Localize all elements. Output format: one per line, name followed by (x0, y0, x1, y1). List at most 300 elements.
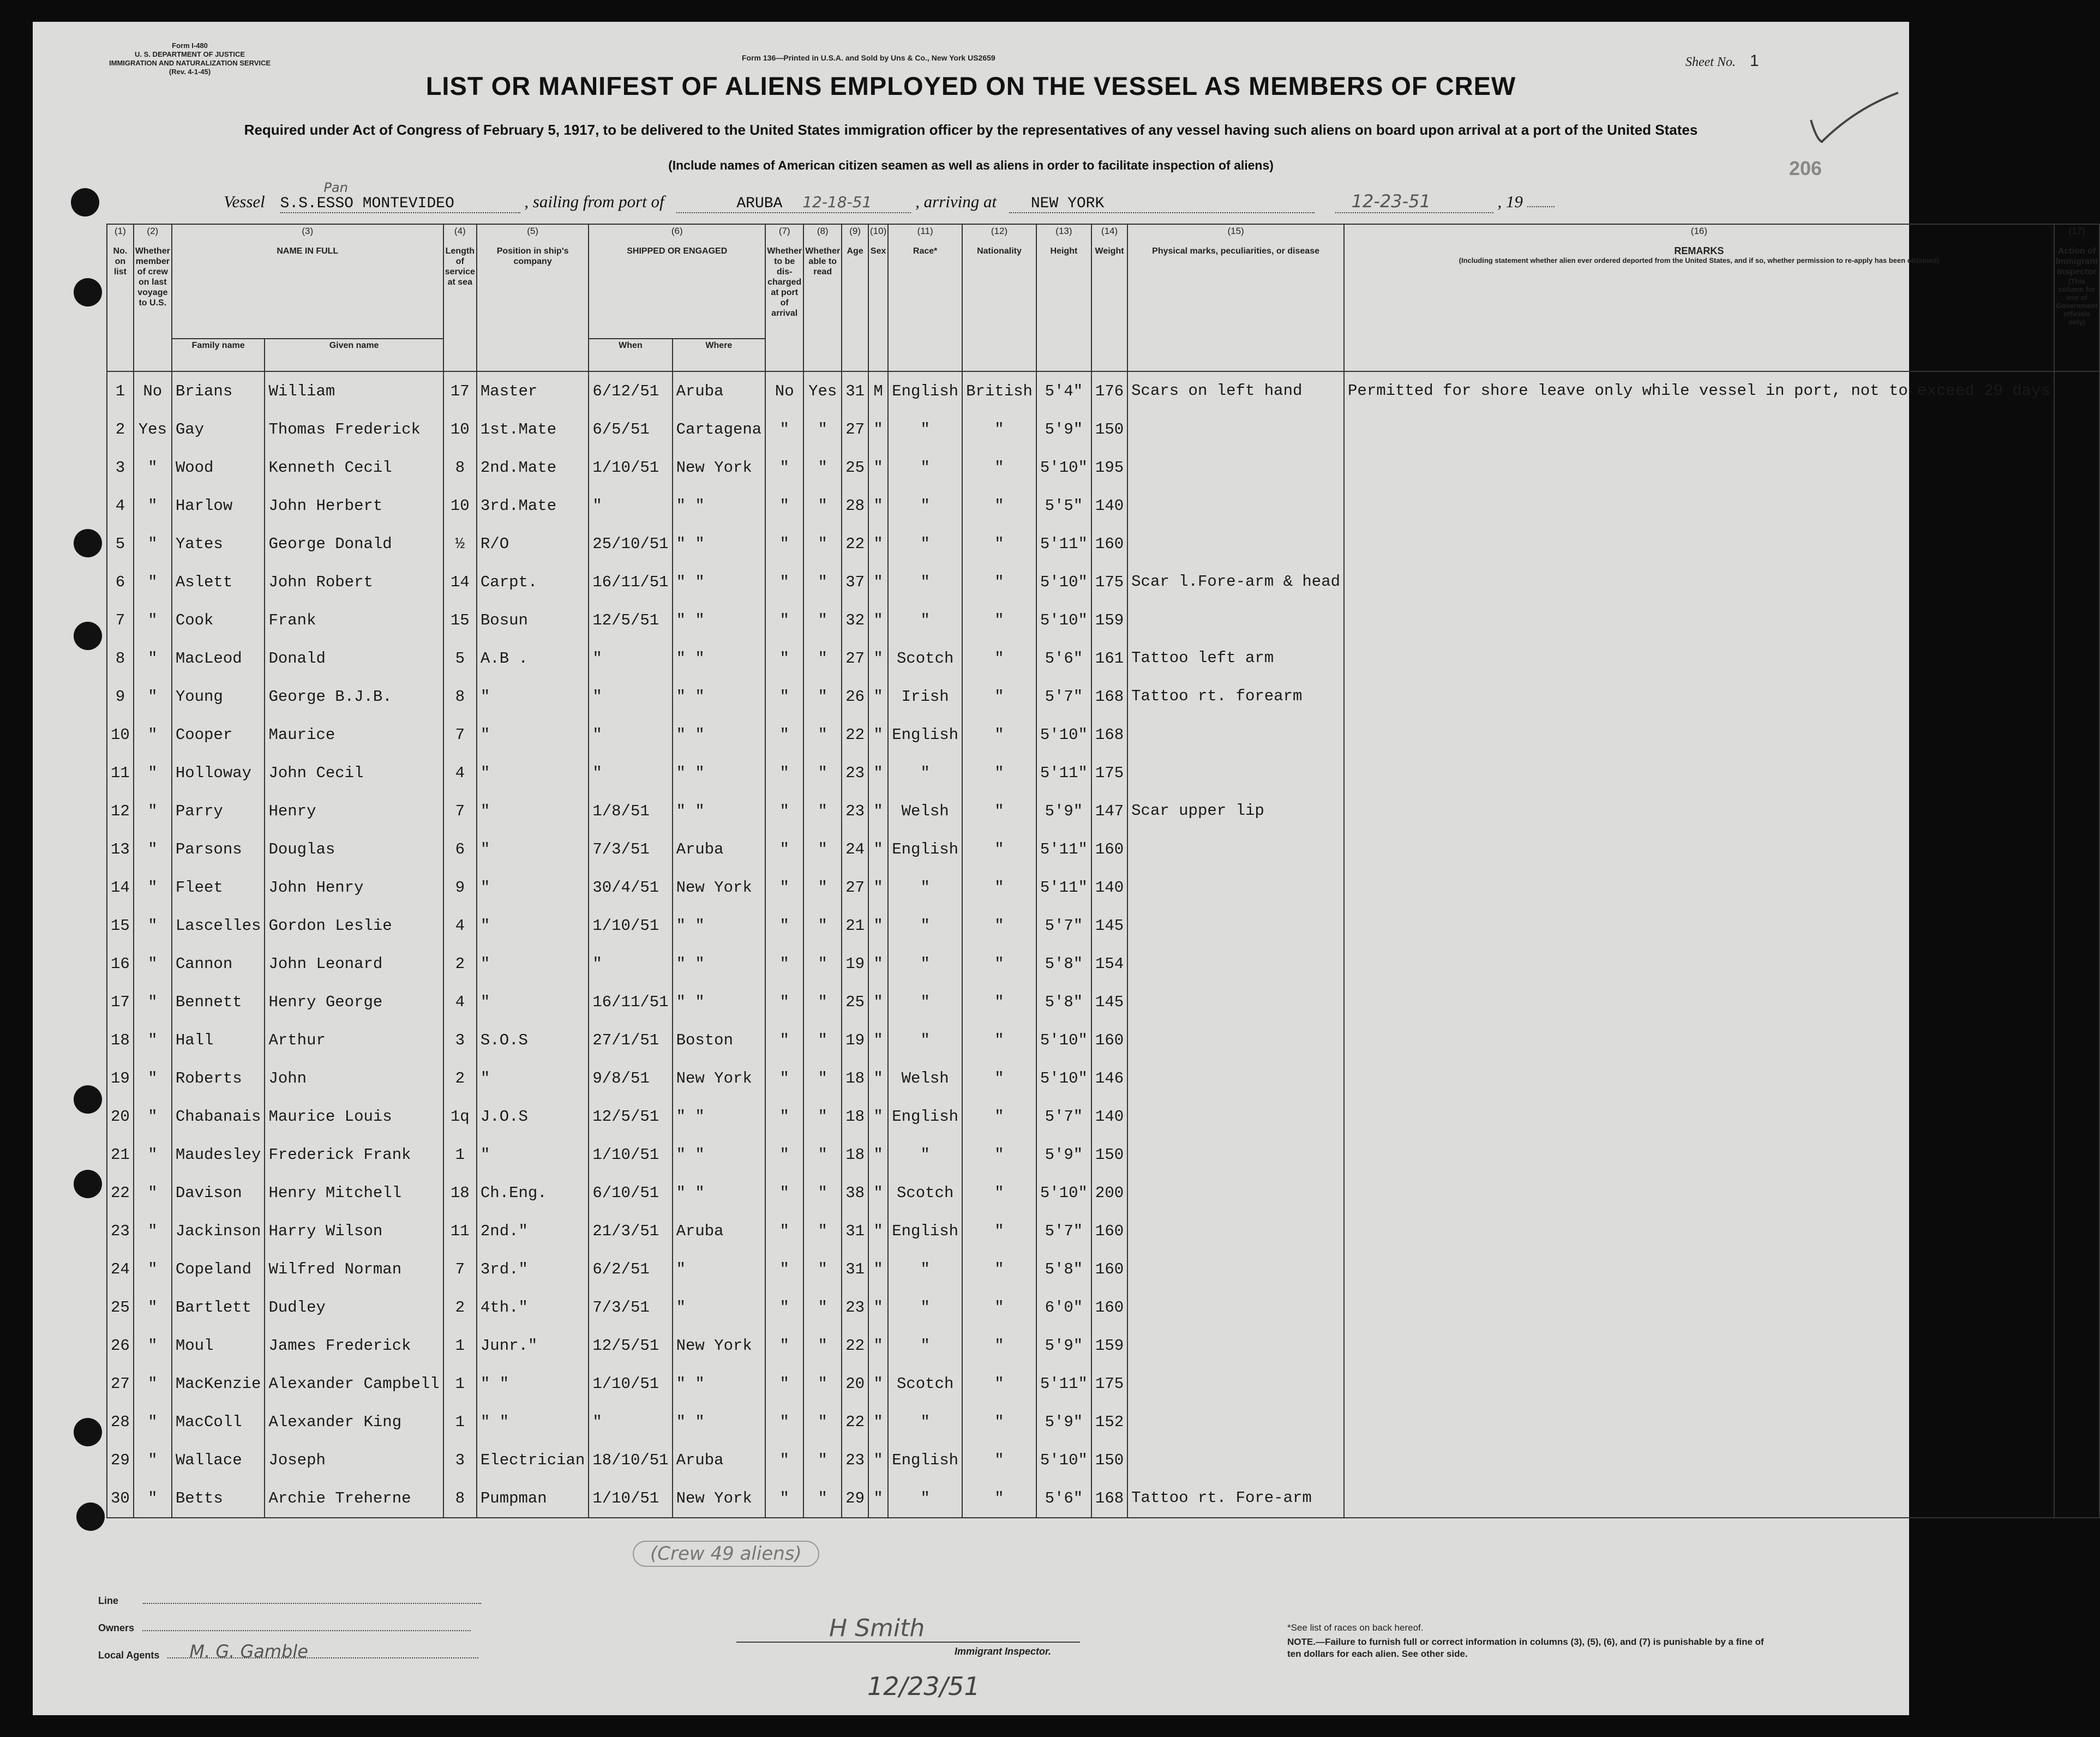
cell-given-name: Henry George (265, 983, 443, 1021)
cell-sex: " (868, 410, 888, 448)
table-row (107, 1021, 2099, 1059)
cell-shipped-when: 12/5/51 (589, 1097, 672, 1135)
cell-inspector-action (2054, 792, 2099, 830)
cell-given-name: Alexander King (265, 1403, 443, 1441)
cell-shipped-when: " (589, 945, 672, 983)
cell-given-name: Henry Mitchell (265, 1174, 443, 1212)
table-row (107, 1250, 2099, 1288)
cell-nationality: " (962, 1479, 1036, 1518)
cell-height: 5'11" (1036, 868, 1091, 906)
cell-given-name: Arthur (265, 1021, 443, 1059)
table-row (107, 983, 2099, 1021)
cell-physical-marks (1127, 906, 1344, 945)
col-header-when: When (589, 339, 672, 371)
cell-age: 26 (842, 677, 868, 716)
cell-row-number: 17 (107, 983, 134, 1021)
cell-given-name: Maurice Louis (265, 1097, 443, 1135)
form-revision: (Rev. 4-1-45) (169, 68, 211, 76)
cell-shipped-where: " " (673, 945, 766, 983)
cell-row-number: 8 (107, 639, 134, 677)
cell-remarks (1344, 754, 2054, 792)
cell-family-name: Lascelles (172, 906, 265, 945)
table-row (107, 1059, 2099, 1097)
cell-discharge: " (765, 563, 803, 601)
cell-row-number: 18 (107, 1021, 134, 1059)
table-row (107, 563, 2099, 601)
cell-race: Scotch (888, 639, 962, 677)
cell-discharge: " (765, 1403, 803, 1441)
col-header-inspector-action: (17) Action of Immigrant Inspector (This column for use of Government officials only) (2054, 224, 2099, 371)
cell-height: 5'8" (1036, 945, 1091, 983)
cell-height: 5'9" (1036, 1326, 1091, 1365)
cell-remarks (1344, 1059, 2054, 1097)
cell-position: " (477, 830, 589, 868)
cell-discharge: " (765, 906, 803, 945)
vessel-name: Pan S.S.ESSO MONTEVIDEO (280, 195, 520, 213)
cell-service-years: 17 (443, 371, 477, 410)
table-row (107, 639, 2099, 677)
cell-discharge: " (765, 983, 803, 1021)
col-header-height: (13) Height (1036, 224, 1091, 371)
cell-race: " (888, 1326, 962, 1365)
cell-physical-marks (1127, 1441, 1344, 1479)
cell-position: 3rd." (477, 1250, 589, 1288)
cell-previous-voyage: " (134, 1174, 172, 1212)
cell-sex: " (868, 1288, 888, 1326)
cell-race: " (888, 754, 962, 792)
cell-height: 5'10" (1036, 716, 1091, 754)
cell-race: Scotch (888, 1174, 962, 1212)
cell-physical-marks (1127, 1403, 1344, 1441)
cell-remarks (1344, 1174, 2054, 1212)
cell-inspector-action (2054, 830, 2099, 868)
cell-nationality: " (962, 525, 1036, 563)
cell-able-to-read: Yes (803, 371, 842, 410)
cell-position: R/O (477, 525, 589, 563)
cell-inspector-action (2054, 983, 2099, 1021)
col-header-sex: (10) Sex (868, 224, 888, 371)
cell-family-name: Young (172, 677, 265, 716)
cell-nationality: " (962, 601, 1036, 639)
col-header-age: (9) Age (842, 224, 868, 371)
cell-shipped-when: 1/10/51 (589, 1135, 672, 1174)
cell-sex: " (868, 983, 888, 1021)
cell-remarks (1344, 1441, 2054, 1479)
cell-age: 18 (842, 1059, 868, 1097)
cell-shipped-where: " " (673, 792, 766, 830)
col-header-no: (1) No. on list (107, 224, 134, 371)
col-header-service: (4) Length of service at sea (443, 224, 477, 371)
cell-discharge: " (765, 1326, 803, 1365)
cell-weight: 175 (1091, 754, 1127, 792)
cell-nationality: " (962, 754, 1036, 792)
cell-family-name: MacKenzie (172, 1365, 265, 1403)
cell-remarks (1344, 1326, 2054, 1365)
col-header-family-name: Family name (172, 339, 265, 371)
cell-sex: " (868, 1441, 888, 1479)
cell-height: 6'0" (1036, 1288, 1091, 1326)
punch-hole (74, 1418, 102, 1446)
department-name: U. S. DEPARTMENT OF JUSTICE (135, 50, 245, 58)
cell-inspector-action (2054, 754, 2099, 792)
cell-position: Bosun (477, 601, 589, 639)
cell-service-years: 3 (443, 1441, 477, 1479)
cell-sex: " (868, 525, 888, 563)
cell-weight: 154 (1091, 945, 1127, 983)
cell-sex: " (868, 1174, 888, 1212)
cell-family-name: Cooper (172, 716, 265, 754)
cell-service-years: 18 (443, 1174, 477, 1212)
cell-service-years: 3 (443, 1021, 477, 1059)
cell-shipped-when: 6/10/51 (589, 1174, 672, 1212)
cell-race: English (888, 1212, 962, 1250)
cell-shipped-where: New York (673, 448, 766, 486)
cell-given-name: George Donald (265, 525, 443, 563)
cell-inspector-action (2054, 1365, 2099, 1403)
cell-row-number: 9 (107, 677, 134, 716)
cell-nationality: " (962, 792, 1036, 830)
cell-position: Pumpman (477, 1479, 589, 1518)
cell-given-name: John Herbert (265, 486, 443, 525)
cell-previous-voyage: No (134, 371, 172, 410)
cell-height: 5'9" (1036, 792, 1091, 830)
cell-able-to-read: " (803, 792, 842, 830)
cell-height: 5'11" (1036, 754, 1091, 792)
col-header-discharge: (7) Whether to be dis-charged at port of arrival (765, 224, 803, 371)
cell-sex: " (868, 601, 888, 639)
cell-age: 22 (842, 525, 868, 563)
cell-sex: " (868, 1135, 888, 1174)
cell-physical-marks (1127, 1365, 1344, 1403)
cell-age: 31 (842, 1212, 868, 1250)
cell-sex: " (868, 1059, 888, 1097)
table-row (107, 906, 2099, 945)
cell-able-to-read: " (803, 1059, 842, 1097)
cell-inspector-action (2054, 448, 2099, 486)
cell-race: " (888, 1403, 962, 1441)
cell-race: Welsh (888, 792, 962, 830)
cell-given-name: Thomas Frederick (265, 410, 443, 448)
cell-race: " (888, 1021, 962, 1059)
cell-family-name: Bartlett (172, 1288, 265, 1326)
table-row (107, 1135, 2099, 1174)
cell-service-years: 2 (443, 1059, 477, 1097)
cell-position: " (477, 1059, 589, 1097)
cell-inspector-action (2054, 1326, 2099, 1365)
cell-row-number: 26 (107, 1326, 134, 1365)
crew-count-note: (Crew 49 aliens) (633, 1541, 819, 1567)
cell-able-to-read: " (803, 1365, 842, 1403)
cell-nationality: " (962, 716, 1036, 754)
cell-weight: 140 (1091, 486, 1127, 525)
cell-weight: 150 (1091, 1135, 1127, 1174)
punch-hole (74, 529, 102, 557)
cell-able-to-read: " (803, 754, 842, 792)
cell-sex: " (868, 677, 888, 716)
cell-age: 19 (842, 945, 868, 983)
cell-weight: 168 (1091, 716, 1127, 754)
cell-able-to-read: " (803, 1250, 842, 1288)
cell-weight: 160 (1091, 1288, 1127, 1326)
cell-height: 5'7" (1036, 1097, 1091, 1135)
cell-age: 24 (842, 830, 868, 868)
cell-row-number: 24 (107, 1250, 134, 1288)
cell-discharge: " (765, 1479, 803, 1518)
cell-height: 5'10" (1036, 1441, 1091, 1479)
cell-able-to-read: " (803, 677, 842, 716)
table-row (107, 716, 2099, 754)
cell-remarks (1344, 1288, 2054, 1326)
cell-given-name: John Cecil (265, 754, 443, 792)
cell-able-to-read: " (803, 448, 842, 486)
cell-previous-voyage: " (134, 563, 172, 601)
cell-height: 5'10" (1036, 1174, 1091, 1212)
table-row (107, 830, 2099, 868)
cell-physical-marks (1127, 716, 1344, 754)
col-header-race: (11) Race* (888, 224, 962, 371)
cell-family-name: Aslett (172, 563, 265, 601)
cell-service-years: 1 (443, 1135, 477, 1174)
cell-given-name: Joseph (265, 1441, 443, 1479)
cell-weight: 200 (1091, 1174, 1127, 1212)
sailing-label: , sailing from port of (524, 192, 664, 211)
cell-remarks (1344, 1479, 2054, 1518)
cell-service-years: 1 (443, 1403, 477, 1441)
cell-family-name: Jackinson (172, 1212, 265, 1250)
cell-sex: " (868, 1021, 888, 1059)
cell-discharge: " (765, 1097, 803, 1135)
cell-weight: 150 (1091, 410, 1127, 448)
cell-row-number: 4 (107, 486, 134, 525)
cell-shipped-when: 18/10/51 (589, 1441, 672, 1479)
cell-able-to-read: " (803, 1097, 842, 1135)
vessel-hand-note: Pan (323, 180, 348, 195)
cell-weight: 176 (1091, 371, 1127, 410)
cell-shipped-where: " " (673, 983, 766, 1021)
crew-rows (107, 371, 2099, 1518)
cell-race: " (888, 1135, 962, 1174)
arrival-date: 12-23-51 (1335, 191, 1493, 213)
cell-sex: " (868, 945, 888, 983)
cell-weight: 175 (1091, 563, 1127, 601)
cell-discharge: " (765, 1212, 803, 1250)
table-row (107, 525, 2099, 563)
cell-shipped-when: 25/10/51 (589, 525, 672, 563)
cell-physical-marks (1127, 1288, 1344, 1326)
cell-height: 5'8" (1036, 1250, 1091, 1288)
cell-previous-voyage: " (134, 945, 172, 983)
cell-discharge: " (765, 410, 803, 448)
cell-inspector-action (2054, 1250, 2099, 1288)
cell-given-name: William (265, 371, 443, 410)
cell-shipped-where: New York (673, 868, 766, 906)
cell-position: " " (477, 1403, 589, 1441)
cell-remarks (1344, 1212, 2054, 1250)
col-header-name: (3) NAME IN FULL (172, 224, 443, 339)
cell-race: " (888, 563, 962, 601)
cell-shipped-when: 1/8/51 (589, 792, 672, 830)
inspector-date: 12/23/51 (867, 1672, 980, 1701)
manifest-sheet (33, 22, 2098, 1715)
cell-shipped-when: 1/10/51 (589, 1365, 672, 1403)
cell-discharge: " (765, 1059, 803, 1097)
table-row (107, 1097, 2099, 1135)
cell-previous-voyage: " (134, 1250, 172, 1288)
cell-able-to-read: " (803, 525, 842, 563)
cell-race: " (888, 945, 962, 983)
cell-able-to-read: " (803, 868, 842, 906)
cell-family-name: Harlow (172, 486, 265, 525)
cell-position: Ch.Eng. (477, 1174, 589, 1212)
table-row (107, 448, 2099, 486)
cell-shipped-where: " " (673, 754, 766, 792)
cell-nationality: " (962, 563, 1036, 601)
cell-height: 5'8" (1036, 983, 1091, 1021)
cell-given-name: Douglas (265, 830, 443, 868)
cell-height: 5'10" (1036, 601, 1091, 639)
cell-nationality: " (962, 1059, 1036, 1097)
cell-position: Electrician (477, 1441, 589, 1479)
cell-physical-marks (1127, 868, 1344, 906)
cell-able-to-read: " (803, 1174, 842, 1212)
cell-previous-voyage: " (134, 639, 172, 677)
cell-position: 1st.Mate (477, 410, 589, 448)
cell-discharge: " (765, 1021, 803, 1059)
cell-sex: M (868, 371, 888, 410)
cell-sex: " (868, 1250, 888, 1288)
table-row (107, 1441, 2099, 1479)
cell-family-name: Hall (172, 1021, 265, 1059)
cell-row-number: 22 (107, 1174, 134, 1212)
port-from: ARUBA 12-18-51 (676, 193, 911, 213)
cell-inspector-action (2054, 677, 2099, 716)
cell-shipped-when: " (589, 754, 672, 792)
cell-family-name: Gay (172, 410, 265, 448)
cell-able-to-read: " (803, 1135, 842, 1174)
cell-race: " (888, 486, 962, 525)
cell-remarks (1344, 563, 2054, 601)
cell-remarks (1344, 983, 2054, 1021)
cell-row-number: 30 (107, 1479, 134, 1518)
cell-row-number: 13 (107, 830, 134, 868)
cell-shipped-where: " " (673, 906, 766, 945)
cell-weight: 160 (1091, 1021, 1127, 1059)
cell-nationality: " (962, 1250, 1036, 1288)
cell-shipped-when: " (589, 639, 672, 677)
cell-shipped-when: 1/10/51 (589, 448, 672, 486)
port-to: NEW YORK (1009, 195, 1315, 213)
cell-position: Carpt. (477, 563, 589, 601)
cell-race: " (888, 448, 962, 486)
cell-shipped-where: " " (673, 601, 766, 639)
cell-given-name: Frank (265, 601, 443, 639)
cell-height: 5'4" (1036, 371, 1091, 410)
cell-age: 19 (842, 1021, 868, 1059)
cell-inspector-action (2054, 945, 2099, 983)
cell-height: 5'6" (1036, 639, 1091, 677)
cell-row-number: 12 (107, 792, 134, 830)
cell-remarks (1344, 945, 2054, 983)
cell-row-number: 20 (107, 1097, 134, 1135)
cell-age: 22 (842, 1326, 868, 1365)
cell-previous-voyage: " (134, 448, 172, 486)
cell-able-to-read: " (803, 945, 842, 983)
races-note: *See list of races on back hereof. (1287, 1622, 1424, 1633)
cell-service-years: 1q (443, 1097, 477, 1135)
cell-physical-marks (1127, 1250, 1344, 1288)
cell-previous-voyage: " (134, 525, 172, 563)
cell-age: 23 (842, 1441, 868, 1479)
cell-weight: 168 (1091, 1479, 1127, 1518)
cell-given-name: John Robert (265, 563, 443, 601)
cell-position: 4th." (477, 1288, 589, 1326)
cell-previous-voyage: " (134, 1403, 172, 1441)
cell-age: 18 (842, 1097, 868, 1135)
cell-able-to-read: " (803, 1403, 842, 1441)
cell-nationality: " (962, 677, 1036, 716)
cell-service-years: 8 (443, 677, 477, 716)
crew-manifest-table (106, 224, 2100, 1518)
cell-nationality: " (962, 906, 1036, 945)
cell-sex: " (868, 716, 888, 754)
cell-sex: " (868, 1403, 888, 1441)
col-header-weight: (14) Weight (1091, 224, 1127, 371)
cell-given-name: James Frederick (265, 1326, 443, 1365)
table-row (107, 792, 2099, 830)
cell-family-name: Davison (172, 1174, 265, 1212)
cell-shipped-where: New York (673, 1479, 766, 1518)
cell-height: 5'7" (1036, 677, 1091, 716)
cell-weight: 160 (1091, 830, 1127, 868)
cell-age: 23 (842, 1288, 868, 1326)
sail-date: 12-18-51 (802, 193, 872, 211)
cell-shipped-when: 7/3/51 (589, 1288, 672, 1326)
cell-service-years: 9 (443, 868, 477, 906)
cell-inspector-action (2054, 1212, 2099, 1250)
cell-weight: 140 (1091, 868, 1127, 906)
cell-previous-voyage: " (134, 830, 172, 868)
penalty-note: NOTE.—Failure to furnish full or correct information in columns (3), (5), (6), and (7) is punishable by a fine of ten dollars for each alien. See other side. (1287, 1637, 1764, 1659)
cell-family-name: Roberts (172, 1059, 265, 1097)
cell-able-to-read: " (803, 1326, 842, 1365)
cell-physical-marks (1127, 1326, 1344, 1365)
cell-row-number: 27 (107, 1365, 134, 1403)
cell-physical-marks (1127, 1212, 1344, 1250)
cell-shipped-where: " " (673, 1135, 766, 1174)
cell-remarks (1344, 716, 2054, 754)
sheet-number-label: Sheet No. (1685, 55, 1736, 69)
cell-shipped-where: " (673, 1250, 766, 1288)
cell-position: " (477, 677, 589, 716)
cell-service-years: 4 (443, 754, 477, 792)
cell-shipped-where: " " (673, 525, 766, 563)
cell-discharge: " (765, 1250, 803, 1288)
cell-height: 5'10" (1036, 1059, 1091, 1097)
punch-hole (74, 1085, 102, 1114)
cell-remarks (1344, 792, 2054, 830)
cell-inspector-action (2054, 371, 2099, 410)
cell-inspector-action (2054, 1479, 2099, 1518)
cell-nationality: " (962, 1097, 1036, 1135)
cell-row-number: 10 (107, 716, 134, 754)
cell-weight: 168 (1091, 677, 1127, 716)
table-row (107, 1365, 2099, 1403)
cell-sex: " (868, 830, 888, 868)
cell-row-number: 6 (107, 563, 134, 601)
cell-discharge: " (765, 1288, 803, 1326)
cell-inspector-action (2054, 1174, 2099, 1212)
table-row (107, 1212, 2099, 1250)
